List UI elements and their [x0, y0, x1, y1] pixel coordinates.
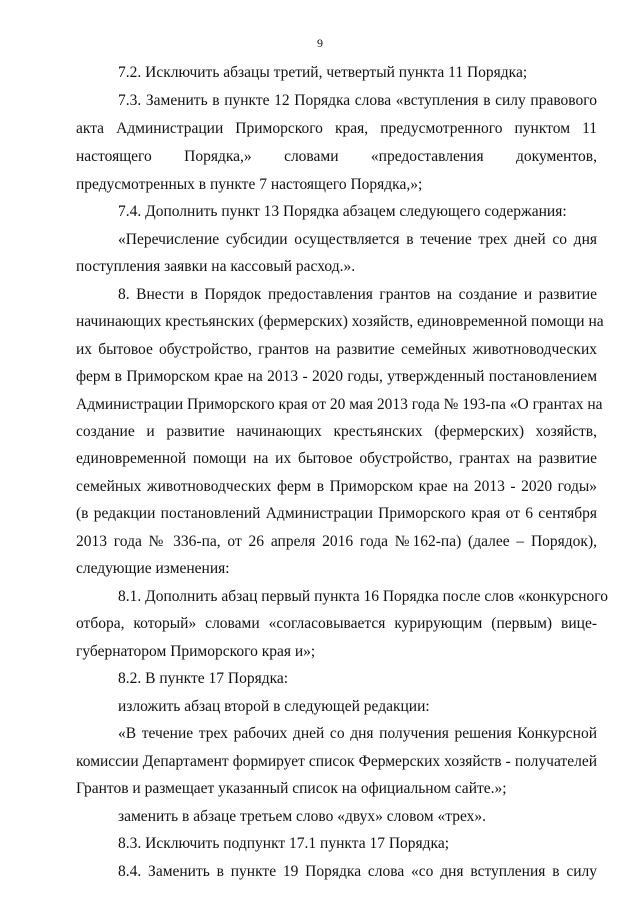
text-line: Администрации Приморского края от 20 мая 2013 года № 193-па «О грантах на: [76, 396, 603, 413]
text-line: следующие изменения:: [76, 560, 230, 577]
text-line: 8.1. Дополнить абзац первый пункта 16 Порядка после слов «конкурсного: [118, 588, 608, 605]
text-line: Грантов и размещает указанный список на официальном сайте.»;: [76, 780, 507, 797]
text-line: акта Администрации Приморского края, предусмотренного пунктом 11: [76, 120, 597, 137]
text-line: (в редакции постановлений Администрации Приморского края от 6 сентября: [76, 505, 597, 522]
text-line: «В течение трех рабочих дней со дня получения решения Конкурсной: [118, 725, 597, 742]
text-line: создание и развитие начинающих крестьянских (фермерских) хозяйств,: [76, 423, 597, 440]
text-line: 8. Внести в Порядок предоставления грантов на создание и развитие: [118, 286, 597, 303]
text-line: поступления заявки на кассовый расход.».: [76, 258, 356, 275]
text-line: их бытовое обустройство, грантов на развитие семейных животноводческих: [76, 341, 597, 358]
text-line: 7.4. Дополнить пункт 13 Порядка абзацем следующего содержания:: [118, 203, 567, 220]
text-line: «Перечисление субсидии осуществляется в течение трех дней со дня: [118, 231, 597, 248]
text-line: ферм в Приморском крае на 2013 - 2020 годы, утвержденный постановлением: [76, 368, 597, 385]
text-line: заменить в абзаце третьем слово «двух» словом «трех».: [118, 808, 486, 825]
text-line: 8.3. Исключить подпункт 17.1 пункта 17 Порядка;: [118, 835, 450, 852]
text-line: предусмотренных в пункте 7 настоящего Порядка,»;: [76, 176, 423, 193]
text-line: 8.2. В пункте 17 Порядка:: [118, 670, 289, 687]
text-line: 8.4. Заменить в пункте 19 Порядка слова «со дня вступления в силу: [118, 863, 597, 880]
text-line: семейных животноводческих ферм в Приморском крае на 2013 - 2020 годы»: [76, 478, 597, 495]
text-line: начинающих крестьянских (фермерских) хозяйств, единовременной помощи на: [76, 313, 604, 330]
text-line: единовременной помощи на их бытовое обустройство, грантах на развитие: [76, 450, 597, 467]
text-line: губернатором Приморского края и»;: [76, 643, 316, 660]
text-line: 7.2. Исключить абзацы третий, четвертый пункта 11 Порядка;: [118, 64, 528, 81]
text-line: настоящего Порядка,» словами «предоставления документов,: [76, 148, 597, 165]
text-line: изложить абзац второй в следующей редакции:: [118, 698, 430, 715]
text-line: комиссии Департамент формирует список Фермерских хозяйств - получателей: [76, 753, 597, 770]
page-number: 9: [317, 36, 323, 50]
text-line: 2013 года № 336-па, от 26 апреля 2016 года №162-па) (далее – Порядок),: [76, 533, 597, 550]
text-line: 7.3. Заменить в пункте 12 Порядка слова «вступления в силу правового: [118, 92, 597, 109]
text-line: отбора, который» словами «согласовывается курирующим (первым) вице-: [76, 615, 597, 632]
